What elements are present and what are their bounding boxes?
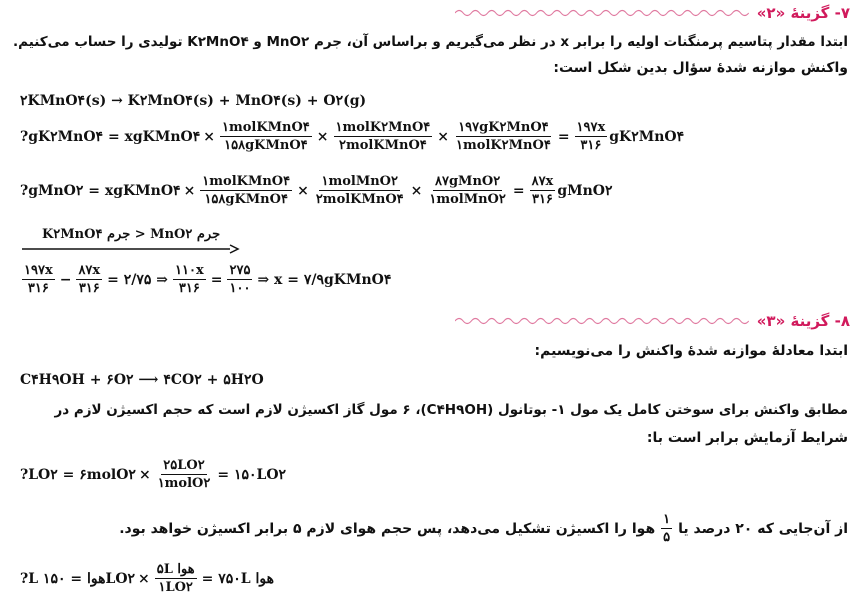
reaction-text: C۴H۹OH + ۶O۲ ⟶ ۴CO۲ + ۵H۲O — [20, 372, 264, 388]
question-7-number: ۷- گزینهٔ «۲» — [756, 4, 850, 22]
q7-equation-mno2: ?gMnO۲ = xgKMnO۴ × $\frac{\text{۱molKMnO۴}}{\text{۱۵۸gKMnO۴}}$ × $\frac{\text{۱molMnO۲}}{\text{۲molKMnO۴}}$ × $\frac{\text{۸۷gMnO۲}}{\text{۱molMnO۲}}$ = $\frac{۸۷x}{۳۱۶}$ gMnO۲ — [20, 174, 613, 207]
eq-lhs: ?L هوا = ۱۵۰LO۲ — [20, 570, 136, 587]
eq-lhs: ?LO۲ = ۶molO۲ — [20, 466, 136, 483]
long-arrow — [20, 244, 240, 254]
q8-air-explanation: از آن‌جایی که ۲۰ درصد یا $\frac{۱}{۵}$ هوا را اکسیژن تشکیل می‌دهد، پس حجم هوای لازم ۵ برابر اکسیژن خواهد بود. — [119, 512, 848, 545]
conversion-fraction: $\frac{۲۵LO۲}{\text{۱molO۲}}$ — [157, 458, 211, 491]
conversion-fraction: $\frac{\text{۵L هوا}}{۱LO۲}$ — [156, 562, 195, 595]
mass-difference-label: K۲MnO۴ جرم > MnO۲ جرم — [42, 227, 221, 242]
conversion-fraction: $\frac{\text{۸۷gMnO۲}}{\text{۱molMnO۲}}$ — [429, 174, 506, 207]
q8-equation-oxygen: ?LO۲ = ۶molO۲ × $\frac{۲۵LO۲}{\text{۱molO۲}}$ = ۱۵۰LO۲ — [20, 458, 287, 491]
question-7-header — [455, 2, 850, 24]
fraction: $\frac{۸۷x}{۳۱۶}$ — [78, 263, 101, 296]
q8-balanced-reaction — [20, 372, 264, 388]
q7-intro-text: ابتدا مقدار پتاسیم پرمنگنات اولیه را برابر x در نظر می‌گیریم و براساس آن، جرم MnO۲ و K۲MnO۴ تولیدی را حساب می‌کنیم. — [13, 34, 848, 50]
q7-reaction-intro: واکنش موازنه شدهٔ سؤال بدین شکل است: — [553, 60, 848, 76]
q8-intro-text: ابتدا معادلهٔ موازنه شدهٔ واکنش را می‌نویسیم: — [534, 343, 848, 359]
eq-lhs: ?gMnO۲ = xgKMnO۴ — [20, 182, 181, 199]
fraction: $\frac{۱۹۷x}{۳۱۶}$ — [24, 263, 53, 296]
fraction: $\frac{۱۱۰x}{۳۱۶}$ — [175, 263, 204, 296]
conversion-fraction: $\frac{\text{۱molMnO۲}}{\text{۲molKMnO۴}}$ — [315, 174, 404, 207]
q8-equation-air: ?L هوا = ۱۵۰LO۲ × $\frac{\text{۵L هوا}}{۱LO۲}$ = ۷۵۰L هوا — [20, 562, 275, 595]
eq-lhs: ?gK۲MnO۴ = xgKMnO۴ — [20, 128, 201, 145]
conversion-fraction: $\frac{\text{۱molK۲MnO۴}}{\text{۲molKMnO۴}}$ — [335, 120, 431, 153]
question-8-number: ۸- گزینهٔ «۳» — [756, 312, 850, 330]
result-unit: gMnO۲ — [557, 182, 613, 199]
question-8-header — [455, 310, 850, 332]
q7-equation-solve: $\frac{۱۹۷x}{۳۱۶}$ − $\frac{۸۷x}{۳۱۶}$ = ۲/۷۵ ⇒ $\frac{۱۱۰x}{۳۱۶}$ = $\frac{۲۷۵}{۱۰۰}$ ⇒ x = ۷/۹gKMnO۴ — [24, 263, 392, 296]
q8-explanation-line1: مطابق واکنش برای سوختن کامل یک مول ۱- بوتانول (C۴H۹OH)، ۶ مول گاز اکسیژن لازم است که حجم اکسیژن لازم در — [54, 402, 848, 418]
wavy-divider — [455, 316, 749, 326]
q7-equation-k2mno4: ?gK۲MnO۴ = xgKMnO۴ × $\frac{\text{۱molKMnO۴}}{\text{۱۵۸gKMnO۴}}$ × $\frac{\text{۱molK۲MnO۴}}{\text{۲molKMnO۴}}$ × $\frac{\text{۱۹۷gK۲MnO۴}}{\text{۱molK۲MnO۴}}$ = $\frac{۱۹۷x}{۳۱۶}$ gK۲MnO۴ — [20, 120, 685, 153]
result-fraction: $\frac{۱۹۷x}{۳۱۶}$ — [576, 120, 606, 153]
q7-balanced-reaction — [20, 93, 366, 109]
reaction-text: ۲KMnO۴(s) → K۲MnO۴(s) + MnO۴(s) + O۲(g) — [20, 93, 367, 109]
conversion-fraction: $\frac{\text{۱۹۷gK۲MnO۴}}{\text{۱molK۲MnO۴}}$ — [456, 120, 551, 153]
one-fifth-fraction: $\frac{۱}{۵}$ — [663, 512, 671, 545]
conversion-fraction: $\frac{\text{۱molKMnO۴}}{\text{۱۵۸gKMnO۴}}$ — [202, 174, 291, 207]
wavy-divider — [455, 8, 749, 18]
q8-explanation-line2: شرایط آزمایش برابر است با: — [646, 430, 848, 446]
result-fraction: $\frac{۸۷x}{۳۱۶}$ — [531, 174, 554, 207]
result-unit: gK۲MnO۴ — [609, 128, 685, 145]
final-result: ⇒ x = ۷/۹gKMnO۴ — [257, 271, 392, 288]
conversion-fraction: $\frac{\text{۱molKMnO۴}}{\text{۱۵۸gKMnO۴}}$ — [221, 120, 310, 153]
fraction: $\frac{۲۷۵}{۱۰۰}$ — [229, 263, 251, 296]
